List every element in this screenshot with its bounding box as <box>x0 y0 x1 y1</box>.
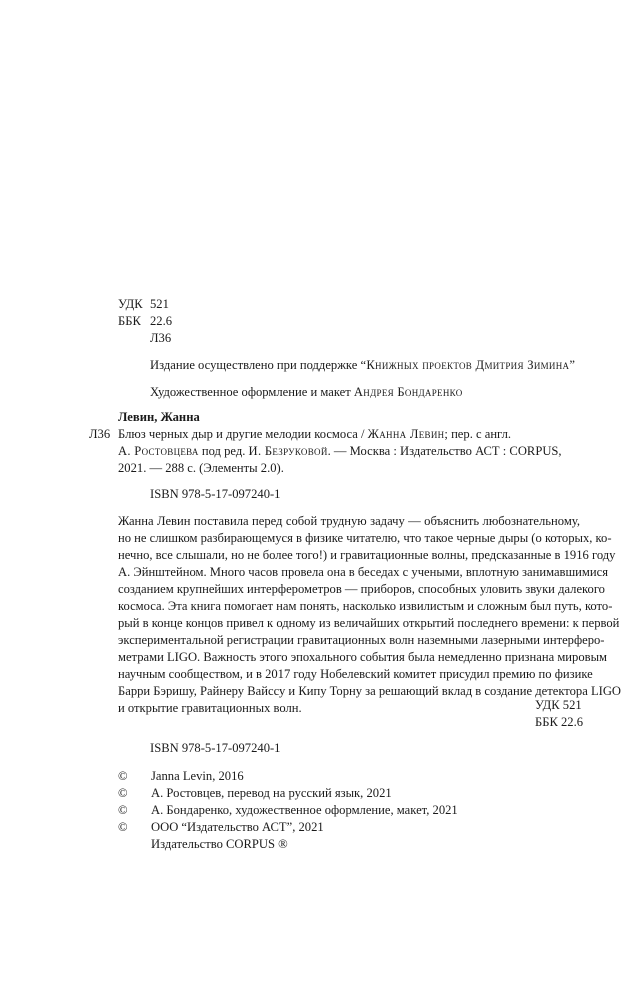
catalog-line-1: Блюз черных дыр и другие мелодии космоса / Жанна Левин; пер. с англ. <box>118 427 512 441</box>
abstract-line: Жанна Левин поставила перед собой трудную задачу — объяснить любознательному, <box>118 514 580 528</box>
abstract-line: и открытие гравитационных волн. <box>118 701 302 715</box>
abstract-line: экспериментальной регистрации гравитационных волн наземными лазерными интерферо- <box>118 633 605 647</box>
abstract-line: научным сообществом, и в 2017 году Нобелевский комитет присудил премию по физике <box>118 667 593 681</box>
abstract-line: созданием крупнейших интерферометров — приборов, способных уловить звуки далекого <box>118 582 605 596</box>
editor-name: И. Безруковой <box>248 444 328 458</box>
copyright-symbol: © <box>118 803 128 817</box>
abstract-line: А. Эйнштейном. Много часов провела она в беседах с учеными, вплотную занимавшимися <box>118 565 609 579</box>
support-prefix: Издание осуществлено при поддержке <box>150 358 361 372</box>
design-prefix: Художественное оформление и макет <box>150 385 354 399</box>
abstract-line: рый в конце концов привел к одному из величайших открытий последнего времени: к первой <box>118 616 620 630</box>
abstract-line: но не слишком разбирающемуся в физике читателю, что такое черные дыры (о которых, ко- <box>118 531 612 545</box>
author-mark-row <box>118 330 238 347</box>
support-line <box>150 357 630 374</box>
udk-row <box>118 296 238 313</box>
translator-name: А. Ростовцева <box>118 444 199 458</box>
abstract-line: метрами LIGO. Важность этого эпохального события была немедленно признана мировым <box>118 650 608 664</box>
abstract <box>118 513 622 717</box>
trademark-line <box>118 836 288 853</box>
publisher-trademark: Издательство CORPUS ® <box>151 837 288 851</box>
copyright-line: © ООО “Издательство АСТ”, 2021 <box>118 820 324 834</box>
isbn-second: ISBN 978-5-17-097240-1 <box>150 741 281 755</box>
catalog-author: Левин, Жанна <box>118 410 200 424</box>
abstract-line: нечно, все слышали, но не более того!) и гравитационные волны, предсказанные в 1916 году <box>118 548 616 562</box>
copyright-line: © А. Бондаренко, художественное оформление, макет, 2021 <box>118 803 458 817</box>
copyright-symbol: © <box>118 786 128 800</box>
catalog-mark: Л36 <box>89 427 111 441</box>
right-bbk: ББК 22.6 <box>535 715 584 729</box>
bbk-row <box>118 313 238 330</box>
copyright-line: © Janna Levin, 2016 <box>118 769 244 783</box>
bbk-value: 22.6 <box>150 314 173 328</box>
catalog-line-3: 2021. — 288 с. (Элементы 2.0). <box>118 461 284 475</box>
copyright-symbol: © <box>118 769 128 783</box>
abstract-line: космоса. Эта книга помогает нам понять, насколько извилистым и сложным был путь, кото- <box>118 599 613 613</box>
catalog-author-sc: Жанна Левин <box>367 427 445 441</box>
copyright-line: © А. Ростовцев, перевод на русский язык, 2021 <box>118 786 392 800</box>
udk-label: УДК <box>118 297 143 311</box>
right-codes <box>535 697 584 731</box>
abstract-line: Барри Бэришу, Райнеру Вайссу и Кипу Торну за решающий вклад в создание детектора LIGO <box>118 684 622 698</box>
author-mark: Л36 <box>150 331 172 345</box>
catalog-isbn: ISBN 978-5-17-097240-1 <box>150 487 281 501</box>
design-credit <box>150 384 620 401</box>
right-udk: УДК 521 <box>535 698 582 712</box>
design-name: Андрея Бондаренко <box>353 385 463 399</box>
support-sponsor: “Книжных проектов Дмитрия Зимина” <box>360 358 576 372</box>
copyright-symbol: © <box>118 820 128 834</box>
udk-value: 521 <box>150 297 169 311</box>
catalog-line-2: А. Ростовцева под ред. И. Безруковой. — Москва : Издательство АСТ : CORPUS, <box>118 444 562 458</box>
bbk-label: ББК <box>118 314 141 328</box>
